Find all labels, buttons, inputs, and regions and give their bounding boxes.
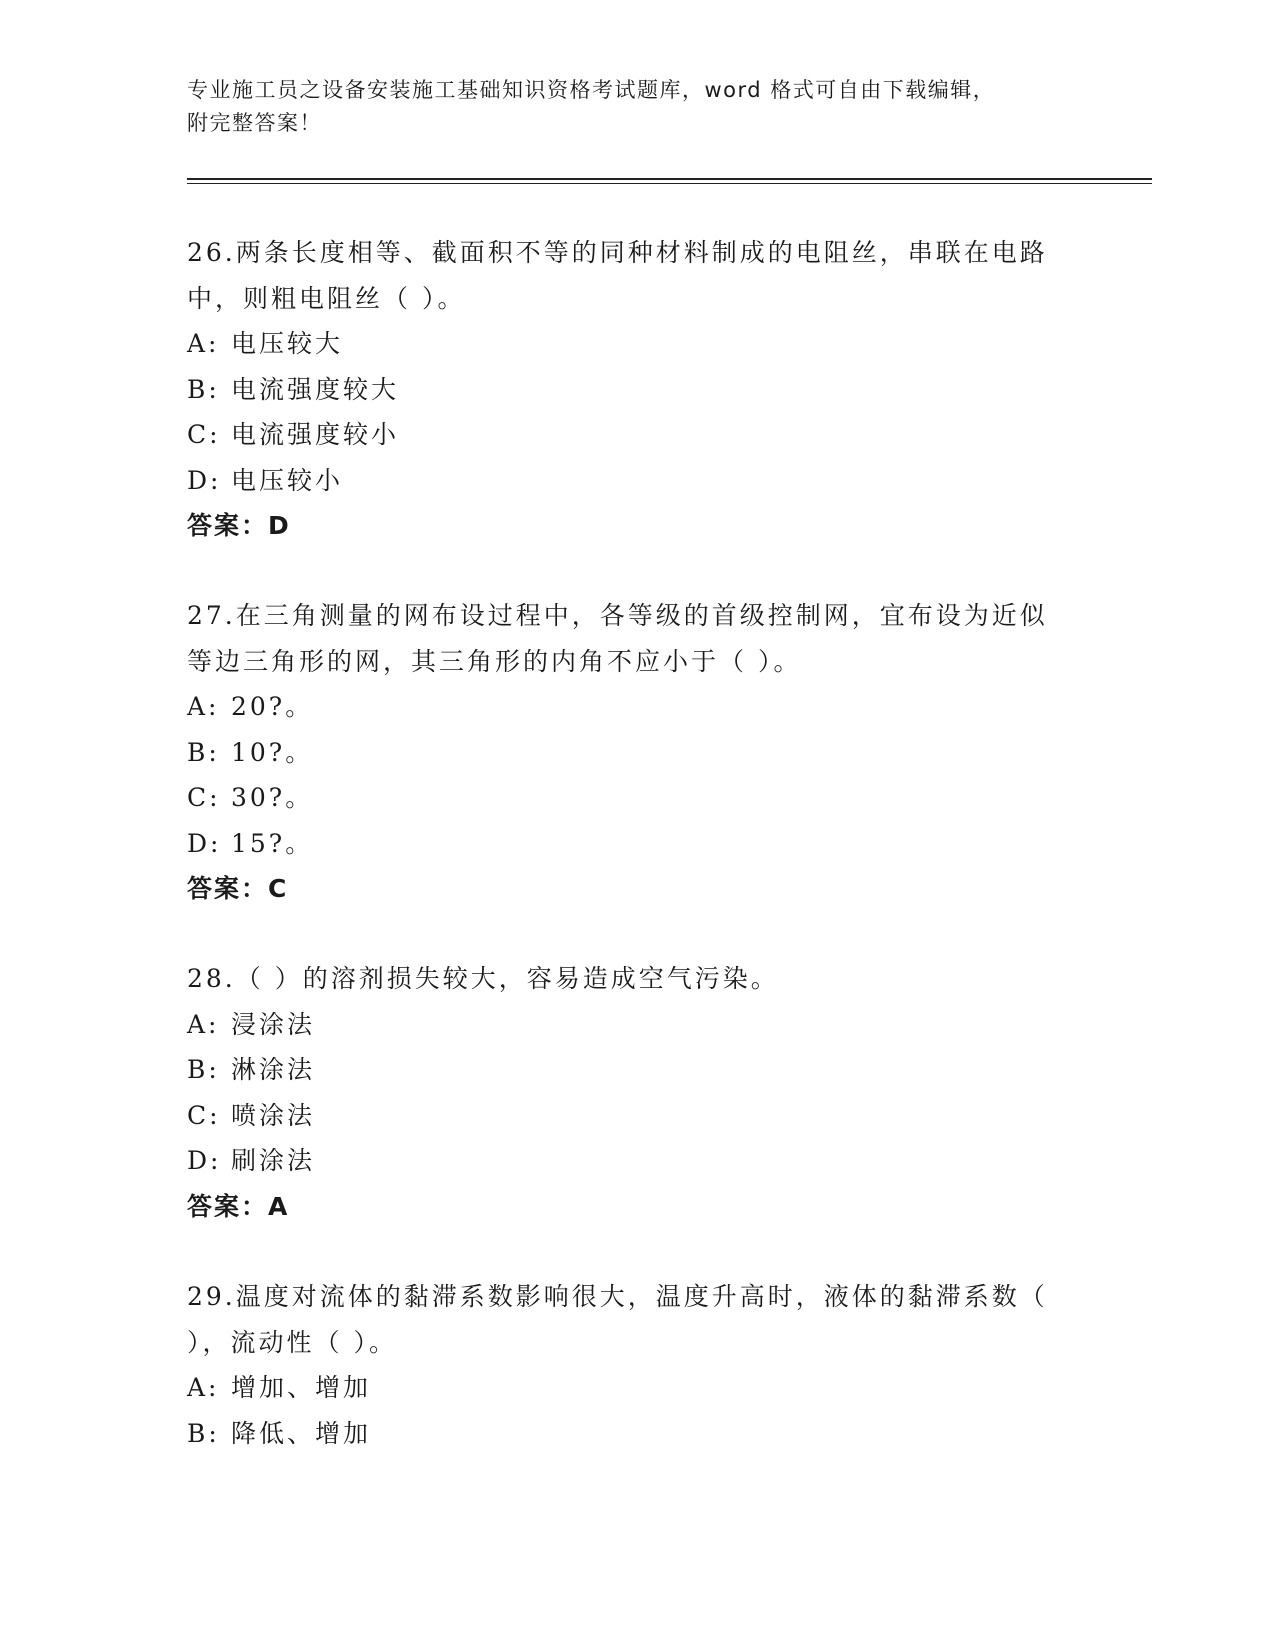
- header-divider-thin: [187, 183, 1152, 184]
- option-letter: A:: [187, 1009, 220, 1039]
- option-d: [187, 458, 1087, 504]
- option-text: 浸涂法: [231, 1009, 316, 1039]
- option-b: [187, 1411, 1087, 1457]
- option-text: 增加、增加: [231, 1373, 372, 1402]
- question-27: [187, 593, 1087, 912]
- option-text: 刷涂法: [231, 1146, 316, 1175]
- option-text: 10?。: [231, 737, 314, 767]
- option-a: [187, 684, 1087, 730]
- option-text: 降低、增加: [231, 1418, 372, 1448]
- question-text-line: 等边三角形的网，其三角形的内角不应小于（ ）。: [187, 646, 802, 676]
- option-b: [187, 367, 1087, 413]
- question-text-line: 中，则粗电阻丝（ ）。: [187, 283, 466, 313]
- option-letter: B:: [187, 1418, 220, 1448]
- option-d: [187, 1138, 1087, 1184]
- option-d: [187, 821, 1087, 867]
- question-28: [187, 956, 1087, 1229]
- option-b: [187, 1047, 1087, 1093]
- question-text-line: 29.温度对流体的黏滞系数影响很大，温度升高时，液体的黏滞系数（: [187, 1282, 1048, 1311]
- option-text: 电压较小: [231, 465, 344, 495]
- option-b: [187, 730, 1087, 776]
- question-text-line: ），流动性（ ）。: [187, 1327, 397, 1357]
- option-letter: A:: [187, 1373, 220, 1402]
- option-letter: B:: [187, 737, 220, 767]
- option-a: [187, 1365, 1087, 1411]
- option-c: [187, 775, 1087, 821]
- option-letter: A:: [187, 329, 220, 358]
- option-text: 电流强度较大: [231, 374, 400, 404]
- document-header: [187, 74, 1087, 140]
- question-text-line: 28.（ ）的溶剂损失较大，容易造成空气污染。: [187, 964, 779, 993]
- option-a: [187, 1002, 1087, 1048]
- answer-label: 答案：D: [187, 511, 291, 540]
- option-letter: D:: [187, 828, 222, 858]
- option-text: 15?。: [231, 828, 314, 858]
- option-letter: C:: [187, 783, 221, 812]
- question-29: [187, 1274, 1087, 1456]
- question-26: [187, 230, 1087, 549]
- option-text: 20?。: [231, 692, 314, 721]
- option-letter: B:: [187, 374, 220, 404]
- option-letter: A:: [187, 692, 220, 721]
- option-a: [187, 321, 1087, 367]
- answer-label: 答案：A: [187, 1191, 290, 1221]
- option-c: [187, 412, 1087, 458]
- option-letter: D:: [187, 1146, 222, 1175]
- question-text-line: 27.在三角测量的网布设过程中，各等级的首级控制网，宜布设为近似: [187, 601, 1048, 630]
- header-line-1: 专业施工员之设备安装施工基础知识资格考试题库，word 格式可自由下载编辑，: [187, 78, 996, 102]
- option-letter: D:: [187, 465, 222, 495]
- option-text: 30?。: [231, 783, 314, 812]
- option-text: 电压较大: [231, 329, 344, 358]
- option-text: 淋涂法: [231, 1055, 316, 1084]
- option-letter: B:: [187, 1055, 220, 1084]
- header-divider-thick: [187, 178, 1152, 180]
- option-letter: C:: [187, 420, 221, 449]
- option-c: [187, 1093, 1087, 1139]
- option-text: 喷涂法: [231, 1100, 316, 1130]
- question-text-line: 26.两条长度相等、截面积不等的同种材料制成的电阻丝，串联在电路: [187, 238, 1048, 267]
- answer-label: 答案：C: [187, 874, 289, 903]
- header-line-2: 附完整答案！: [187, 111, 322, 135]
- option-text: 电流强度较小: [231, 420, 400, 449]
- option-letter: C:: [187, 1100, 221, 1130]
